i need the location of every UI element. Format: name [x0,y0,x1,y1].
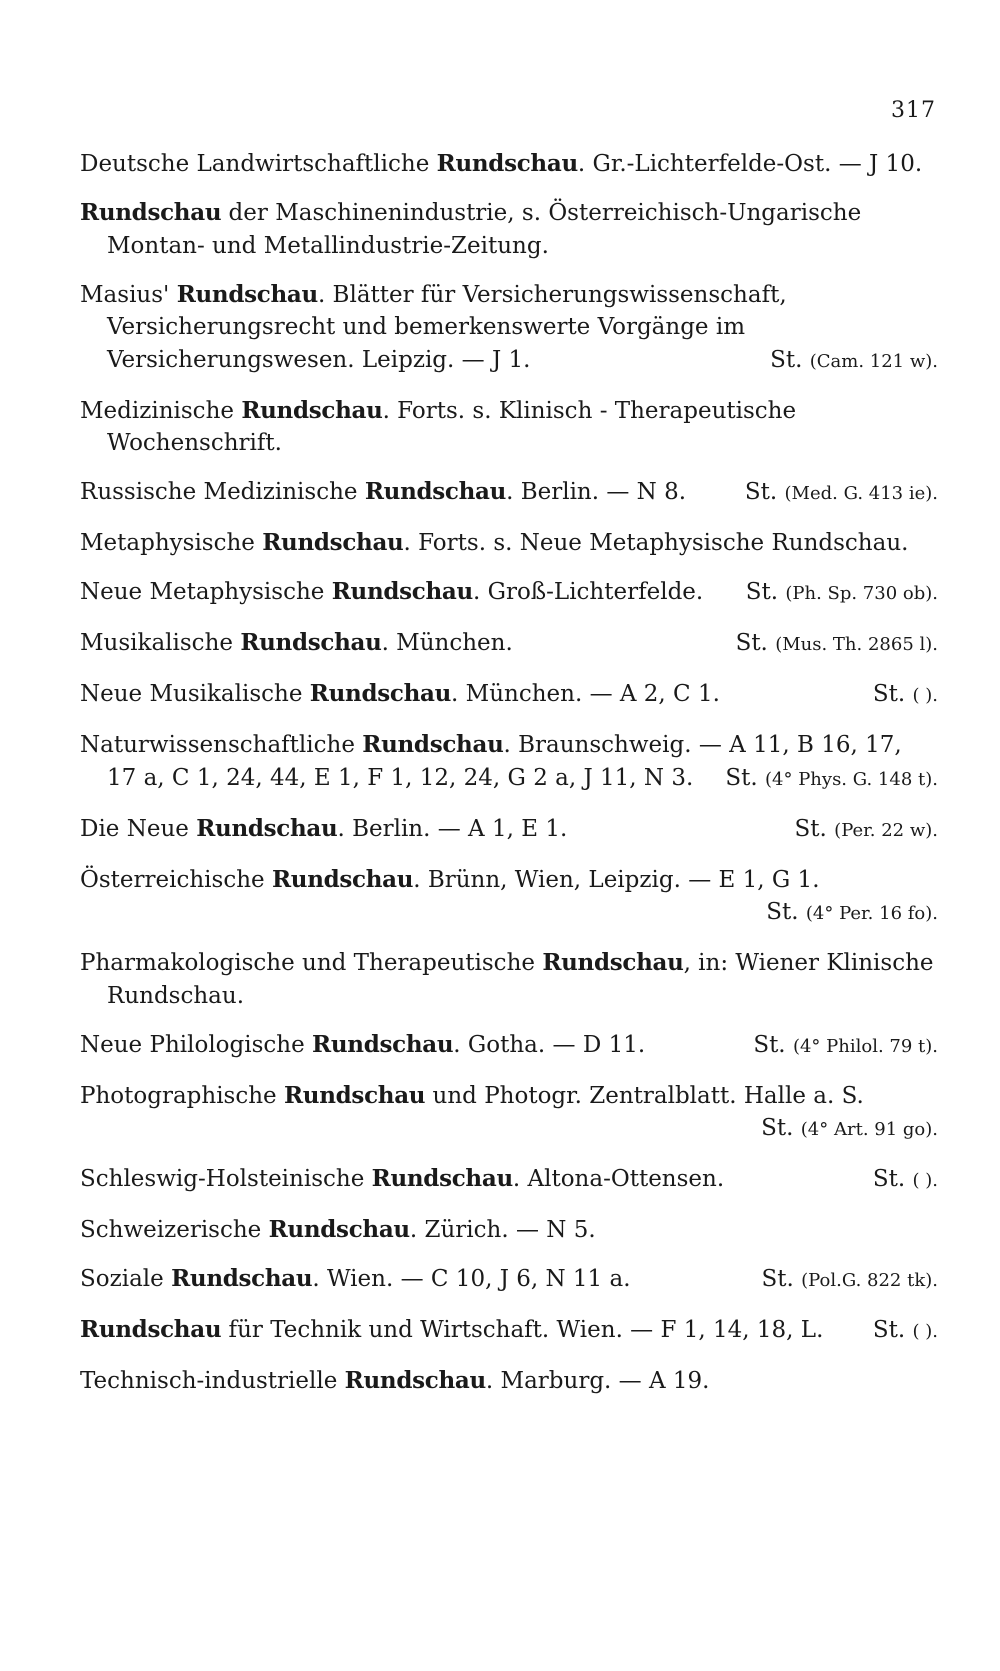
entry-keyword: Rundschau [436,150,578,177]
entry [80,729,938,796]
location-st: St. [761,1266,794,1292]
entry-prefix: Österreichische [80,866,265,893]
shelf-signature: (Cam. 121 w). [809,350,938,372]
shelf-signature: (4° Art. 91 go). [800,1119,938,1140]
entry [80,527,938,560]
shelf-signature: (Per. 22 w). [834,819,938,841]
entry [80,813,938,848]
library-location [794,813,938,848]
entry [80,1314,938,1349]
entry [80,279,938,379]
entry-list [80,148,938,1414]
location-st: St. [794,815,827,842]
entry-prefix: Musikalische [80,630,233,656]
entry-text: der Maschinenindustrie, s. Österreichisch-Ungarische Montan- und Metallindustrie-Zeitung. [107,200,862,259]
library-location [735,627,938,662]
entry [80,1214,938,1247]
location-st: St. [872,1317,906,1343]
library-location [872,678,938,713]
entry-text: . München. — A 2, C 1. [451,681,720,707]
entry-prefix: Deutsche Landwirtschaftliche [80,151,430,177]
entry-keyword: Rundschau [241,396,383,424]
entry-prefix: Die Neue [80,815,189,842]
entry-text: . Brünn, Wien, Leipzig. — E 1, G 1. [413,866,820,893]
location-st: St. [761,1115,794,1141]
entry [80,1263,938,1298]
entry-prefix: Schleswig-Holsteinische [80,1166,365,1192]
library-location [725,762,938,797]
entry-text: . Berlin. — N 8. [506,479,687,505]
shelf-signature: ( ). [912,1170,938,1191]
entry [80,627,938,662]
entry-keyword: Rundschau [283,1081,426,1109]
location-st: St. [872,1166,906,1192]
entry-keyword: Rundschau [371,1165,513,1192]
entry [80,1163,938,1198]
library-location [761,1263,939,1298]
shelf-signature: (4° Philol. 79 t). [792,1035,938,1057]
entry [80,476,938,511]
entry [80,395,938,460]
entry-text: . Forts. s. Klinisch - Therapeutische Wochenschrift. [107,397,797,456]
library-location [753,1029,938,1064]
library-location [872,1314,938,1349]
entry-keyword: Rundschau [80,1316,222,1343]
entry [80,197,938,262]
entry-text: . Forts. s. Neue Metaphysische Rundschau. [403,530,909,556]
library-location [872,1163,938,1198]
location-st: St. [745,579,779,605]
entry-continuation: — J 10. [838,151,923,177]
entry-prefix: Masius' [80,281,170,308]
entry [80,864,938,931]
shelf-signature: (Pol.G. 822 tk). [801,1270,938,1291]
entry-keyword: Rundschau [331,578,473,605]
location-st: St. [735,630,768,656]
entry-keyword: Rundschau [171,1265,313,1292]
entry-text: . Braunschweig. — A 11, B 16, 17, 17 a, C 1, 24, 44, E 1, F 1, 12, 24, G 2 a, J 11, N 3. [107,732,902,791]
entry-keyword: Rundschau [196,814,338,842]
library-location [766,896,938,931]
location-st: St. [766,899,799,925]
entry-keyword: Rundschau [312,1030,454,1058]
library-location [770,344,938,379]
entry-text: . Gotha. — D 11. [453,1031,646,1058]
entry-prefix: Neue Philologische [80,1031,305,1058]
entry-keyword: Rundschau [344,1367,486,1394]
entry [80,947,938,1012]
entry-prefix: Schweizerische [80,1217,262,1243]
location-st: St. [725,764,758,791]
shelf-signature: (Med. G. 413 ie). [784,483,938,504]
entry-keyword: Rundschau [176,280,318,308]
location-st: St. [753,1031,786,1058]
entry-prefix: Naturwissenschaftliche [80,732,355,758]
entry-prefix: Technisch-industrielle [80,1368,338,1394]
entry-prefix: Photographische [80,1082,277,1109]
entry-prefix: Neue Metaphysische [80,579,325,605]
library-location [744,476,938,511]
entry-keyword: Rundschau [240,629,382,656]
entry [80,678,938,713]
entry-prefix: Metaphysische [80,530,255,556]
entry-keyword: Rundschau [362,731,504,758]
library-location [761,1112,938,1147]
entry-text: . Altona-Ottensen. [512,1166,725,1192]
entry-keyword: Rundschau [80,199,222,226]
entry-text: , in: Wiener Klinische Rundschau. [107,950,934,1009]
entry-text: . Zürich. — N 5. [409,1217,596,1243]
entry-text: . Berlin. — A 1, E 1. [337,815,568,842]
page-number: 317 [891,98,936,123]
entry-keyword: Rundschau [309,680,452,707]
entry [80,1029,938,1064]
shelf-signature: ( ). [912,685,938,706]
entry-keyword: Rundschau [262,529,404,556]
entry-prefix: Pharmakologische und Therapeutische [80,950,535,976]
entry-prefix: Neue Musikalische [80,681,303,707]
entry-text: . Blätter für Versicherungswissenschaft, Versicherungsrecht und bemerkenswerte Vorgänge im Versicherungswesen. Leipzig. — J 1. [107,281,787,373]
entry-text: und Photogr. Zentralblatt. Halle a. S. [425,1082,864,1109]
entry-keyword: Rundschau [364,478,507,505]
shelf-signature: ( ). [912,1321,938,1342]
entry-text: . Groß-Lichterfelde. [472,579,704,605]
entry-prefix: Soziale [80,1266,164,1292]
shelf-signature: (4° Phys. G. 148 t). [765,768,938,790]
entry [80,1080,938,1147]
entry-keyword: Rundschau [271,865,414,893]
entry-text: . München. [381,630,513,656]
entry-text: für Technik und Wirtschaft. Wien. — F 1, 14, 18, L. [221,1317,824,1343]
entry-text: . Marburg. — A 19. [485,1368,710,1394]
entry [80,576,938,611]
entry-keyword: Rundschau [268,1216,410,1243]
entry-prefix: Russische Medizinische [80,479,358,505]
entry-text: . Wien. — C 10, J 6, N 11 a. [312,1266,631,1292]
shelf-signature: (Ph. Sp. 730 ob). [785,583,938,604]
library-location [745,576,938,611]
entry-keyword: Rundschau [542,949,684,976]
shelf-signature: (4° Per. 16 fo). [805,903,938,924]
shelf-signature: (Mus. Th. 2865 l). [775,634,938,655]
location-st: St. [744,479,778,505]
entry [80,1365,938,1398]
entry-prefix: Medizinische [80,397,234,424]
location-st: St. [770,346,803,373]
location-st: St. [872,681,906,707]
entry-text: . Gr.-Lichterfelde-Ost. [577,151,832,177]
entry [80,148,938,181]
